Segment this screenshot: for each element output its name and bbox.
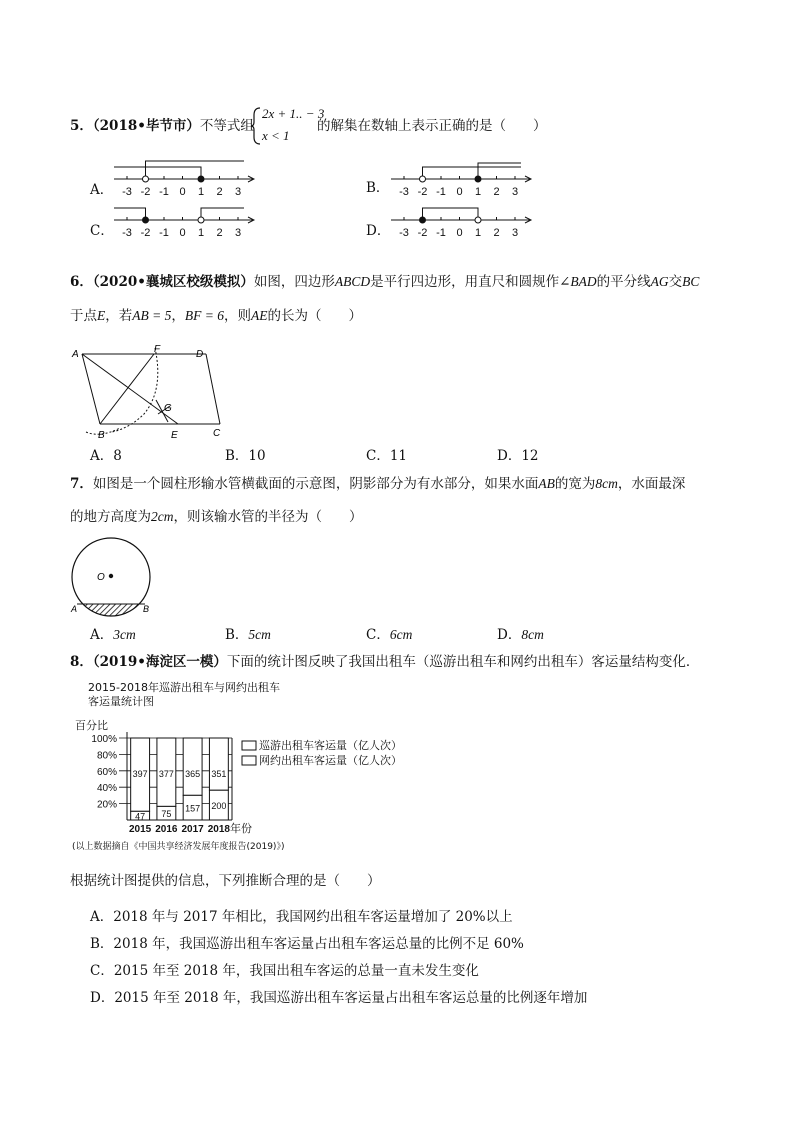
q8-number: 8．: [70, 654, 93, 670]
q7-depth: 2cm: [151, 509, 174, 524]
q5-option-d-label: D．: [366, 223, 391, 239]
q6-ag: AG: [650, 274, 669, 289]
q7-label-o: O: [97, 572, 105, 583]
choice-label: D．: [497, 627, 522, 643]
data-label-xunyou: 351: [211, 768, 227, 779]
choice-value: 5cm: [248, 627, 271, 642]
q8-choice-a[interactable]: [90, 907, 513, 927]
q6-e: E: [97, 308, 106, 323]
choice-label: D．: [497, 448, 522, 464]
choice-text: 2018 年，我国巡游出租车客运量占出租车客运总量的比例不足 60%: [113, 936, 524, 952]
q6-ab-eq: AB = 5: [132, 308, 172, 323]
tick-label: 0: [179, 186, 186, 198]
q7-width: 8cm: [595, 476, 618, 491]
tick-label: 1: [474, 227, 482, 239]
q6-bc: BC: [682, 274, 700, 289]
choice-value: 3cm: [113, 627, 136, 642]
q8-choice-b[interactable]: [90, 934, 524, 954]
choice-label: C．: [366, 448, 390, 464]
tick-label: 2: [493, 186, 500, 198]
q6-text: 的长为（ ）: [267, 308, 362, 324]
legend-swatch: [242, 756, 256, 765]
q7-number: 7．: [70, 476, 93, 492]
tick-label: 3: [511, 227, 519, 239]
q6-label-b: B: [98, 430, 105, 441]
tick-label: 1: [474, 186, 482, 198]
q8-choice-d[interactable]: [90, 988, 587, 1008]
data-label-wangyue: 157: [185, 803, 201, 814]
q7-label-a: A: [71, 604, 78, 614]
choice-label: A．: [90, 627, 114, 643]
data-label-xunyou: 397: [132, 768, 148, 779]
q6-label-e: E: [171, 430, 178, 441]
chart-note: (以上数据摘自《中国共享经济发展年度报告(2019)》): [72, 842, 285, 852]
tick-label: 2: [216, 227, 223, 239]
data-label-wangyue: 200: [211, 801, 227, 812]
legend-label: 网约出租车客运量（亿人次）: [259, 755, 402, 767]
q6-label-d: D: [196, 349, 204, 360]
x-tick-label: 2016: [155, 824, 178, 835]
y-tick-label: 100%: [91, 734, 117, 745]
q6-text: 如图，四边形: [253, 274, 335, 290]
q7-text: 的地方高度为: [70, 509, 151, 525]
tick-label: 0: [456, 186, 463, 198]
tick-label: 1: [197, 186, 205, 198]
q7-label-b: B: [143, 604, 150, 614]
q6-text: 于点: [70, 308, 97, 324]
q7-text: ，则该输水管的半径为（ ）: [173, 509, 363, 525]
tick-label: 3: [234, 227, 242, 239]
choice-label: A．: [90, 909, 114, 925]
q5-system-line2: x < 1: [262, 128, 290, 143]
tick-label: 0: [456, 227, 463, 239]
choice-value: 10: [248, 448, 266, 464]
x-tick-label: 2017: [181, 824, 204, 835]
tick-label: -3: [122, 227, 132, 239]
tick-label: -3: [122, 186, 132, 198]
q5-system-line1: 2x + 1.. − 3: [262, 106, 325, 121]
q5-number: 5．: [70, 118, 93, 134]
legend-label: 巡游出租车客运量（亿人次）: [259, 740, 402, 752]
x-axis-label: 年份: [230, 823, 252, 835]
q6-label-g: G: [164, 403, 172, 414]
choice-value: 8cm: [521, 627, 544, 642]
q6-abcd: ABCD: [334, 274, 371, 289]
data-label-wangyue: 75: [161, 809, 172, 820]
tick-label: 2: [493, 227, 500, 239]
tick-label: -1: [159, 186, 169, 198]
q8-source: （2019•海淀区一模）: [92, 654, 227, 670]
x-tick-label: 2015: [129, 824, 152, 835]
choice-label: B．: [225, 627, 249, 643]
q6-text: ，则: [223, 308, 251, 324]
tick-label: 1: [197, 227, 205, 239]
chart-title: 2015-2018年巡游出租车与网约出租车: [88, 681, 280, 694]
data-label-xunyou: 365: [185, 768, 201, 779]
q7-ab: AB: [538, 476, 555, 491]
q8-text: 下面的统计图反映了我国出租车（巡游出租车和网约出租车）客运量结构变化．: [226, 654, 700, 670]
q6-text: 交: [668, 274, 683, 290]
q7-text: 如图是一个圆柱形输水管横截面的示意图，阴影部分为有水部分，如果水面: [92, 476, 539, 492]
q6-text: 是平行四边形，用直尺和圆规作: [370, 274, 560, 290]
data-label-xunyou: 377: [158, 768, 174, 779]
q6-bf-eq: BF = 6: [184, 308, 224, 323]
data-label-wangyue: 47: [135, 811, 146, 822]
bar-segment-xunyou: [183, 738, 202, 795]
tick-label: -2: [140, 186, 151, 198]
y-axis-label: 百分比: [75, 720, 108, 732]
q6-text: 的平分线: [596, 274, 651, 290]
tick-label: 3: [511, 186, 519, 198]
tick-label: -3: [399, 186, 409, 198]
q6-label-f: F: [154, 344, 161, 355]
q6-angle: ∠BAD: [559, 274, 597, 289]
q6-source: （2020•襄城区校级模拟）: [92, 274, 254, 290]
choice-text: 2015 年至 2018 年，我国出租车客运的总量一直未发生变化: [113, 963, 479, 979]
choice-label: C．: [90, 963, 114, 979]
q7-text: 的宽为: [554, 476, 596, 492]
q8-choice-c[interactable]: [90, 961, 479, 981]
choice-label: D．: [90, 990, 115, 1006]
chart-subtitle: 客运量统计图: [88, 695, 154, 708]
y-tick-label: 20%: [96, 799, 117, 811]
y-tick-label: 80%: [96, 750, 117, 762]
q6-label-c: C: [213, 428, 221, 439]
choice-text: 2015 年至 2018 年，我国巡游出租车客运量占出租车客运总量的比例逐年增加: [114, 990, 588, 1006]
q6-label-a: A: [72, 349, 79, 360]
x-tick-label: 2018: [207, 824, 230, 835]
q5-source: （2018•毕节市）: [92, 118, 200, 134]
bar-segment-xunyou: [209, 738, 228, 790]
y-tick-label: 40%: [96, 783, 117, 795]
q6-text: ，: [171, 308, 185, 324]
tick-label: -1: [159, 227, 169, 239]
q5-text-after: 的解集在数轴上表示正确的是（ ）: [317, 118, 547, 134]
q5-option-c-label: C．: [90, 223, 114, 239]
choice-label: B．: [90, 936, 114, 952]
choice-label: C．: [366, 627, 390, 643]
q6-number: 6．: [70, 274, 93, 290]
legend-swatch: [242, 741, 256, 750]
q8-prompt: 根据统计图提供的信息，下列推断合理的是（ ）: [70, 873, 381, 889]
choice-value: 12: [521, 448, 539, 464]
tick-label: 2: [216, 186, 223, 198]
q5-text-before: 不等式组: [199, 118, 254, 134]
q6-text: ，若: [105, 308, 133, 324]
tick-label: -2: [417, 227, 428, 239]
q5-option-a-label: A．: [90, 182, 114, 198]
tick-label: -2: [140, 227, 151, 239]
tick-label: 3: [234, 186, 242, 198]
choice-label: B．: [225, 448, 249, 464]
q6-ae: AE: [250, 308, 268, 323]
tick-label: -1: [436, 227, 446, 239]
choice-label: A．: [90, 448, 114, 464]
tick-label: 0: [179, 227, 186, 239]
choice-value: 6cm: [389, 627, 413, 642]
q5-option-b-label: B．: [366, 180, 390, 196]
tick-label: -2: [417, 186, 428, 198]
choice-value: 8: [113, 448, 122, 464]
choice-text: 2018 年与 2017 年相比，我国网约出租车客运量增加了 20%以上: [113, 909, 513, 925]
y-tick-label: 60%: [96, 766, 117, 778]
q7-text: ，水面最深: [617, 476, 686, 492]
choice-value: 11: [389, 448, 408, 464]
tick-label: -1: [436, 186, 446, 198]
tick-label: -3: [399, 227, 409, 239]
